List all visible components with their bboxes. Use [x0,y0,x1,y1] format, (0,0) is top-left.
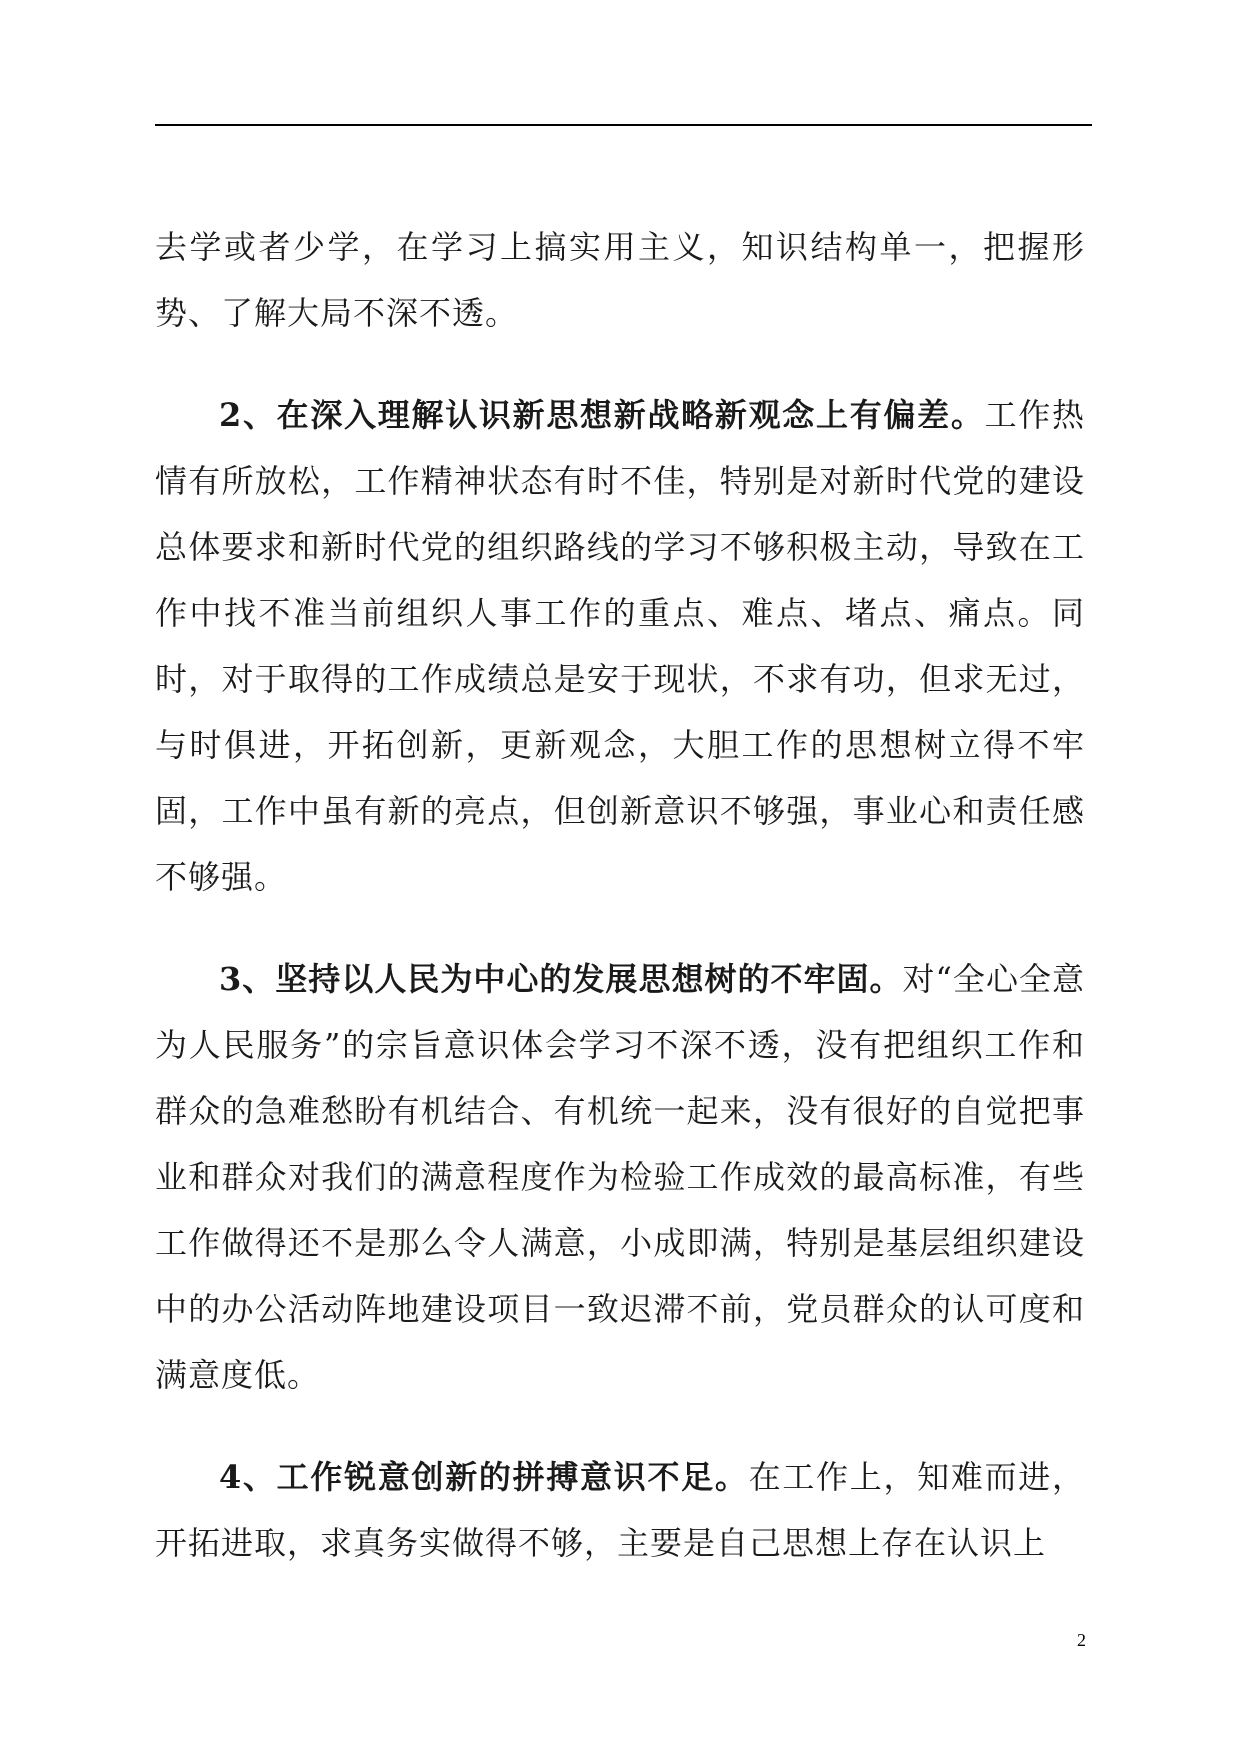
paragraph-text: 工作热情有所放松，工作精神状态有时不佳，特别是对新时代党的建设总体要求和新时代党的组织路线的学习不够积极主动，导致在工作中找不准当前组织人事工作的重点、难点、堵点、痛点。同时，对于取得的工作成绩总是安于现状，不求有功，但求无过，与时俱进，开拓创新，更新观念，大胆工作的思想树立得不牢固，工作中虽有新的亮点，但创新意识不够强，事业心和责任感不够强。 [155,396,1085,896]
paragraph-text: 去学或者少学，在学习上搞实用主义，知识结构单一，把握形势、了解大局不深不透。 [155,228,1085,332]
page-number: 2 [1077,1630,1086,1650]
paragraph-heading: 3、坚持以人民为中心的发展思想树的不牢固。 [219,960,903,998]
paragraph-heading: 4、工作锐意创新的拼搏意识不足。 [219,1458,749,1496]
document-body [155,214,1085,1612]
paragraph-item-2 [155,382,1085,910]
header-rule [155,124,1092,126]
paragraph-text: 对“全心全意为人民服务”的宗旨意识体会学习不深不透，没有把组织工作和群众的急难愁盼有机结合、有机统一起来，没有很好的自觉把事业和群众对我们的满意程度作为检验工作成效的最高标准，有些工作做得还不是那么令人满意，小成即满，特别是基层组织建设中的办公活动阵地建设项目一致迟滞不前，党员群众的认可度和满意度低。 [155,960,1085,1394]
paragraph-text: 在工作上，知难而进，开拓进取，求真务实做得不够，主要是自己思想上存在认识上 [155,1458,1085,1562]
paragraph-heading: 2、在深入理解认识新思想新战略新观念上有偏差。 [219,396,985,434]
paragraph-item-4 [155,1444,1085,1576]
paragraph-continuation [155,214,1085,346]
paragraph-item-3 [155,946,1085,1408]
